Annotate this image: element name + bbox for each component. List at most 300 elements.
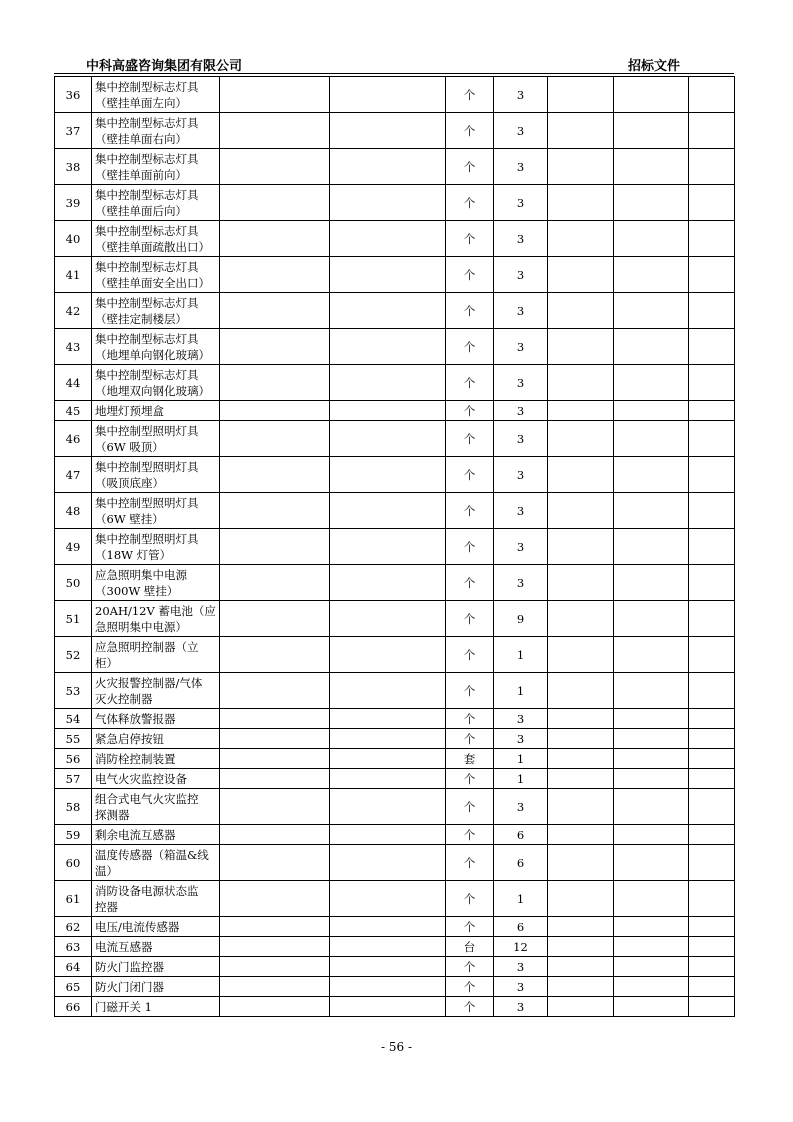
item-name xyxy=(92,769,220,789)
brand-cell xyxy=(330,957,446,977)
remark-cell xyxy=(689,729,735,749)
table-row xyxy=(55,917,735,937)
unit-price-cell xyxy=(548,565,614,601)
remark-cell xyxy=(689,789,735,825)
remark-cell xyxy=(689,769,735,789)
quantity-cell: 3 xyxy=(494,401,548,421)
spec-cell xyxy=(220,421,330,457)
remark-cell xyxy=(689,565,735,601)
total-price-cell xyxy=(614,789,689,825)
brand-cell xyxy=(330,421,446,457)
row-number: 38 xyxy=(55,149,92,185)
remark-cell xyxy=(689,365,735,401)
total-price-cell xyxy=(614,637,689,673)
item-name-line: （6W 吸顶） xyxy=(95,439,164,454)
item-name-line: 消防设备电源状态监 xyxy=(95,883,199,898)
brand-cell xyxy=(330,457,446,493)
item-name xyxy=(92,493,220,529)
quantity-cell: 3 xyxy=(494,257,548,293)
quantity-cell: 3 xyxy=(494,185,548,221)
quantity-cell: 3 xyxy=(494,457,548,493)
unit-price-cell xyxy=(548,77,614,113)
unit-cell: 个 xyxy=(446,149,494,185)
table-row xyxy=(55,329,735,365)
unit-price-cell xyxy=(548,185,614,221)
table-row xyxy=(55,293,735,329)
brand-cell xyxy=(330,709,446,729)
spec-cell xyxy=(220,673,330,709)
unit-price-cell xyxy=(548,977,614,997)
table-row xyxy=(55,637,735,673)
quantity-cell: 3 xyxy=(494,77,548,113)
quantity-cell: 3 xyxy=(494,329,548,365)
brand-cell xyxy=(330,917,446,937)
unit-price-cell xyxy=(548,997,614,1017)
brand-cell xyxy=(330,881,446,917)
brand-cell xyxy=(330,329,446,365)
table-row xyxy=(55,457,735,493)
total-price-cell xyxy=(614,917,689,937)
remark-cell xyxy=(689,293,735,329)
unit-price-cell xyxy=(548,365,614,401)
unit-cell: 个 xyxy=(446,365,494,401)
total-price-cell xyxy=(614,673,689,709)
spec-cell xyxy=(220,565,330,601)
spec-cell xyxy=(220,329,330,365)
brand-cell xyxy=(330,937,446,957)
table-row xyxy=(55,769,735,789)
spec-cell xyxy=(220,77,330,113)
brand-cell xyxy=(330,673,446,709)
remark-cell xyxy=(689,637,735,673)
quantity-cell: 3 xyxy=(494,221,548,257)
total-price-cell xyxy=(614,185,689,221)
remark-cell xyxy=(689,937,735,957)
spec-cell xyxy=(220,729,330,749)
item-name xyxy=(92,937,220,957)
total-price-cell xyxy=(614,937,689,957)
item-name xyxy=(92,365,220,401)
table-row xyxy=(55,185,735,221)
quantity-cell: 3 xyxy=(494,529,548,565)
spec-cell xyxy=(220,529,330,565)
item-name-line: 紧急启停按钮 xyxy=(95,731,164,746)
unit-price-cell xyxy=(548,421,614,457)
brand-cell xyxy=(330,789,446,825)
item-name-line: （吸顶底座） xyxy=(95,475,164,490)
spec-cell xyxy=(220,493,330,529)
quantity-cell: 3 xyxy=(494,365,548,401)
item-name xyxy=(92,185,220,221)
item-name xyxy=(92,825,220,845)
table-row xyxy=(55,709,735,729)
total-price-cell xyxy=(614,113,689,149)
row-number: 51 xyxy=(55,601,92,637)
total-price-cell xyxy=(614,957,689,977)
row-number: 62 xyxy=(55,917,92,937)
item-name-line: 集中控制型标志灯具 xyxy=(95,367,199,382)
unit-cell: 个 xyxy=(446,493,494,529)
item-name-line: （壁挂单面前向） xyxy=(95,167,187,182)
row-number: 55 xyxy=(55,729,92,749)
item-name-line: 温度传感器（箱温&线 xyxy=(95,847,209,862)
unit-price-cell xyxy=(548,881,614,917)
brand-cell xyxy=(330,769,446,789)
item-name-line: 灭火控制器 xyxy=(95,691,153,706)
item-name xyxy=(92,957,220,977)
unit-price-cell xyxy=(548,529,614,565)
item-name-line: （18W 灯管） xyxy=(95,547,172,562)
row-number: 60 xyxy=(55,845,92,881)
remark-cell xyxy=(689,257,735,293)
unit-price-cell xyxy=(548,113,614,149)
item-name xyxy=(92,997,220,1017)
item-name-line: 柜） xyxy=(95,655,118,670)
spec-cell xyxy=(220,401,330,421)
remark-cell xyxy=(689,529,735,565)
item-name xyxy=(92,293,220,329)
spec-cell xyxy=(220,149,330,185)
brand-cell xyxy=(330,401,446,421)
remark-cell xyxy=(689,673,735,709)
unit-cell: 个 xyxy=(446,769,494,789)
table-row xyxy=(55,401,735,421)
item-name-line: 防火门闭门器 xyxy=(95,979,164,994)
item-name xyxy=(92,749,220,769)
spec-cell xyxy=(220,845,330,881)
unit-price-cell xyxy=(548,845,614,881)
remark-cell xyxy=(689,493,735,529)
total-price-cell xyxy=(614,493,689,529)
row-number: 53 xyxy=(55,673,92,709)
unit-price-cell xyxy=(548,825,614,845)
item-name xyxy=(92,457,220,493)
item-name-line: （300W 壁挂） xyxy=(95,583,179,598)
unit-cell: 个 xyxy=(446,825,494,845)
row-number: 56 xyxy=(55,749,92,769)
total-price-cell xyxy=(614,729,689,749)
table-row xyxy=(55,365,735,401)
unit-cell: 个 xyxy=(446,673,494,709)
item-name xyxy=(92,789,220,825)
item-name-line: 探测器 xyxy=(95,807,130,822)
item-name xyxy=(92,917,220,937)
row-number: 59 xyxy=(55,825,92,845)
quantity-cell: 3 xyxy=(494,293,548,329)
item-name-line: （地埋单向钢化玻璃） xyxy=(95,347,210,362)
table-row xyxy=(55,789,735,825)
unit-cell: 个 xyxy=(446,529,494,565)
item-name-line: （壁挂定制楼层） xyxy=(95,311,187,326)
item-name-line: 组合式电气火灾监控 xyxy=(95,791,199,806)
unit-price-cell xyxy=(548,729,614,749)
item-name-line: 应急照明控制器（立 xyxy=(95,639,199,654)
remark-cell xyxy=(689,977,735,997)
remark-cell xyxy=(689,917,735,937)
unit-cell: 个 xyxy=(446,977,494,997)
unit-cell: 个 xyxy=(446,997,494,1017)
table-row xyxy=(55,977,735,997)
item-name-line: 地埋灯预埋盒 xyxy=(95,403,164,418)
unit-price-cell xyxy=(548,709,614,729)
row-number: 45 xyxy=(55,401,92,421)
spec-cell xyxy=(220,221,330,257)
item-name xyxy=(92,845,220,881)
unit-price-cell xyxy=(548,957,614,977)
spec-cell xyxy=(220,749,330,769)
table-row xyxy=(55,957,735,977)
unit-price-cell xyxy=(548,457,614,493)
quantity-cell: 1 xyxy=(494,673,548,709)
brand-cell xyxy=(330,601,446,637)
unit-cell: 个 xyxy=(446,729,494,749)
row-number: 36 xyxy=(55,77,92,113)
quantity-cell: 9 xyxy=(494,601,548,637)
unit-cell: 个 xyxy=(446,637,494,673)
unit-cell: 个 xyxy=(446,881,494,917)
item-name-line: 气体释放警报器 xyxy=(95,711,176,726)
total-price-cell xyxy=(614,749,689,769)
brand-cell xyxy=(330,365,446,401)
table-row xyxy=(55,565,735,601)
table-row xyxy=(55,881,735,917)
item-name-line: 防火门监控器 xyxy=(95,959,164,974)
table-row xyxy=(55,77,735,113)
item-name-line: 急照明集中电源） xyxy=(95,619,187,634)
spec-cell xyxy=(220,457,330,493)
row-number: 63 xyxy=(55,937,92,957)
table-row xyxy=(55,937,735,957)
brand-cell xyxy=(330,845,446,881)
row-number: 37 xyxy=(55,113,92,149)
brand-cell xyxy=(330,825,446,845)
quantity-cell: 3 xyxy=(494,421,548,457)
item-name xyxy=(92,709,220,729)
item-name-line: 电气火灾监控设备 xyxy=(95,771,187,786)
spec-cell xyxy=(220,113,330,149)
unit-price-cell xyxy=(548,293,614,329)
row-number: 66 xyxy=(55,997,92,1017)
unit-price-cell xyxy=(548,149,614,185)
unit-cell: 个 xyxy=(446,601,494,637)
item-name-line: （地埋双向钢化玻璃） xyxy=(95,383,210,398)
item-name xyxy=(92,881,220,917)
item-name xyxy=(92,977,220,997)
total-price-cell xyxy=(614,329,689,365)
remark-cell xyxy=(689,77,735,113)
unit-cell: 个 xyxy=(446,845,494,881)
item-name xyxy=(92,113,220,149)
remark-cell xyxy=(689,149,735,185)
item-name-line: 电压/电流传感器 xyxy=(95,919,180,934)
quantity-cell: 1 xyxy=(494,881,548,917)
row-number: 58 xyxy=(55,789,92,825)
equipment-table-body xyxy=(55,77,735,1017)
table-row xyxy=(55,845,735,881)
item-name-line: 集中控制型照明灯具 xyxy=(95,459,199,474)
quantity-cell: 3 xyxy=(494,113,548,149)
item-name xyxy=(92,257,220,293)
row-number: 41 xyxy=(55,257,92,293)
brand-cell xyxy=(330,565,446,601)
row-number: 54 xyxy=(55,709,92,729)
item-name-line: 应急照明集中电源 xyxy=(95,567,187,582)
table-row xyxy=(55,673,735,709)
quantity-cell: 12 xyxy=(494,937,548,957)
row-number: 52 xyxy=(55,637,92,673)
unit-cell: 个 xyxy=(446,457,494,493)
item-name-line: 集中控制型照明灯具 xyxy=(95,423,199,438)
item-name-line: （壁挂单面右向） xyxy=(95,131,187,146)
brand-cell xyxy=(330,493,446,529)
row-number: 48 xyxy=(55,493,92,529)
total-price-cell xyxy=(614,997,689,1017)
unit-price-cell xyxy=(548,917,614,937)
item-name-line: 20AH/12V 蓄电池（应 xyxy=(95,603,216,618)
table-row xyxy=(55,149,735,185)
page-header xyxy=(54,54,734,74)
unit-price-cell xyxy=(548,329,614,365)
spec-cell xyxy=(220,917,330,937)
total-price-cell xyxy=(614,401,689,421)
spec-cell xyxy=(220,977,330,997)
total-price-cell xyxy=(614,845,689,881)
spec-cell xyxy=(220,881,330,917)
brand-cell xyxy=(330,977,446,997)
item-name-line: 剩余电流互感器 xyxy=(95,827,176,842)
row-number: 46 xyxy=(55,421,92,457)
total-price-cell xyxy=(614,529,689,565)
spec-cell xyxy=(220,997,330,1017)
item-name-line: 集中控制型标志灯具 xyxy=(95,259,199,274)
quantity-cell: 3 xyxy=(494,997,548,1017)
unit-cell: 个 xyxy=(446,113,494,149)
unit-cell: 个 xyxy=(446,221,494,257)
brand-cell xyxy=(330,77,446,113)
item-name-line: （壁挂单面疏散出口） xyxy=(95,239,210,254)
unit-price-cell xyxy=(548,601,614,637)
remark-cell xyxy=(689,997,735,1017)
table-row xyxy=(55,493,735,529)
quantity-cell: 6 xyxy=(494,845,548,881)
item-name-line: 集中控制型标志灯具 xyxy=(95,151,199,166)
table-row xyxy=(55,601,735,637)
quantity-cell: 3 xyxy=(494,565,548,601)
total-price-cell xyxy=(614,365,689,401)
brand-cell xyxy=(330,293,446,329)
table-row xyxy=(55,825,735,845)
brand-cell xyxy=(330,749,446,769)
remark-cell xyxy=(689,329,735,365)
row-number: 47 xyxy=(55,457,92,493)
total-price-cell xyxy=(614,825,689,845)
item-name-line: （壁挂单面安全出口） xyxy=(95,275,210,290)
unit-price-cell xyxy=(548,257,614,293)
spec-cell xyxy=(220,789,330,825)
row-number: 61 xyxy=(55,881,92,917)
remark-cell xyxy=(689,845,735,881)
item-name xyxy=(92,565,220,601)
remark-cell xyxy=(689,401,735,421)
item-name-line: 门磁开关 1 xyxy=(95,999,152,1014)
unit-cell: 个 xyxy=(446,957,494,977)
spec-cell xyxy=(220,709,330,729)
brand-cell xyxy=(330,221,446,257)
row-number: 57 xyxy=(55,769,92,789)
unit-cell: 个 xyxy=(446,709,494,729)
quantity-cell: 3 xyxy=(494,729,548,749)
brand-cell xyxy=(330,257,446,293)
total-price-cell xyxy=(614,709,689,729)
item-name xyxy=(92,401,220,421)
remark-cell xyxy=(689,221,735,257)
item-name-line: 集中控制型标志灯具 xyxy=(95,79,199,94)
quantity-cell: 3 xyxy=(494,709,548,729)
item-name-line: 集中控制型标志灯具 xyxy=(95,223,199,238)
quantity-cell: 6 xyxy=(494,825,548,845)
equipment-table xyxy=(54,76,735,1017)
item-name xyxy=(92,77,220,113)
company-name: 中科高盛咨询集团有限公司 xyxy=(86,59,243,74)
document-type: 招标文件 xyxy=(627,59,680,74)
remark-cell xyxy=(689,957,735,977)
spec-cell xyxy=(220,185,330,221)
remark-cell xyxy=(689,709,735,729)
item-name xyxy=(92,601,220,637)
table-row xyxy=(55,729,735,749)
total-price-cell xyxy=(614,257,689,293)
row-number: 43 xyxy=(55,329,92,365)
total-price-cell xyxy=(614,149,689,185)
unit-cell: 台 xyxy=(446,937,494,957)
item-name xyxy=(92,729,220,749)
brand-cell xyxy=(330,149,446,185)
item-name xyxy=(92,529,220,565)
row-number: 39 xyxy=(55,185,92,221)
unit-cell: 个 xyxy=(446,565,494,601)
unit-cell: 个 xyxy=(446,77,494,113)
row-number: 64 xyxy=(55,957,92,977)
remark-cell xyxy=(689,825,735,845)
page-number: - 56 - xyxy=(380,1040,412,1054)
row-number: 40 xyxy=(55,221,92,257)
unit-cell: 个 xyxy=(446,293,494,329)
spec-cell xyxy=(220,637,330,673)
unit-cell: 个 xyxy=(446,257,494,293)
item-name-line: 集中控制型标志灯具 xyxy=(95,115,199,130)
unit-price-cell xyxy=(548,769,614,789)
unit-cell: 个 xyxy=(446,421,494,457)
row-number: 49 xyxy=(55,529,92,565)
remark-cell xyxy=(689,185,735,221)
item-name-line: 电流互感器 xyxy=(95,939,153,954)
table-row xyxy=(55,997,735,1017)
item-name xyxy=(92,421,220,457)
total-price-cell xyxy=(614,221,689,257)
remark-cell xyxy=(689,421,735,457)
brand-cell xyxy=(330,529,446,565)
item-name xyxy=(92,149,220,185)
unit-price-cell xyxy=(548,673,614,709)
spec-cell xyxy=(220,937,330,957)
item-name-line: （壁挂单面左向） xyxy=(95,95,187,110)
total-price-cell xyxy=(614,457,689,493)
row-number: 50 xyxy=(55,565,92,601)
item-name-line: 消防栓控制装置 xyxy=(95,751,176,766)
total-price-cell xyxy=(614,601,689,637)
brand-cell xyxy=(330,113,446,149)
remark-cell xyxy=(689,457,735,493)
